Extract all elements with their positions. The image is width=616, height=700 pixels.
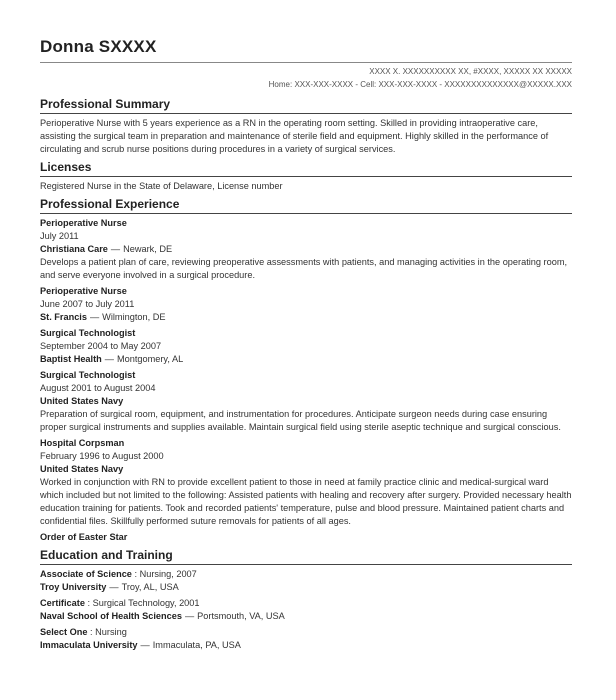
education-degree-line xyxy=(40,626,572,639)
employer-separator: — xyxy=(104,354,114,364)
job-title: Surgical Technologist xyxy=(40,370,136,380)
school-separator: — xyxy=(109,582,119,592)
education-location: Portsmouth, VA, USA xyxy=(197,611,285,621)
job-title: Hospital Corpsman xyxy=(40,438,125,448)
education-degree: Associate of Science xyxy=(40,569,132,579)
job-description: Develops a patient plan of care, reviewing preoperative assessments with patients, and managing activities in the operating room, and serve everyone involved in a surgical procedure. xyxy=(40,257,568,280)
job-dates: August 2001 to August 2004 xyxy=(40,383,156,393)
job-title: Surgical Technologist xyxy=(40,328,136,338)
job-employer: Christiana Care xyxy=(40,244,108,254)
education-school-line xyxy=(40,639,572,652)
education-degree-line xyxy=(40,597,572,610)
summary-section xyxy=(40,97,572,156)
job-location: Newark, DE xyxy=(123,244,173,254)
job-employer-line xyxy=(40,463,572,476)
job-dates: September 2004 to May 2007 xyxy=(40,341,162,351)
header-divider xyxy=(40,62,572,63)
job-employer: United States Navy xyxy=(40,396,124,406)
education-degree: Certificate xyxy=(40,598,85,608)
job-entry xyxy=(40,369,572,434)
job-entry xyxy=(40,285,572,324)
job-employer: St. Francis xyxy=(40,312,87,322)
education-location: Troy, AL, USA xyxy=(121,582,179,592)
school-separator: — xyxy=(184,611,195,621)
job-description: Worked in conjunction with RN to provide excellent patient to those in need at family practice clinic and medical-surgical ward which included but not limited to the following: Assisted patients with healing and recovery after surgery. Provided necessary health education training for patients. Took and recorded patients' temperature, pulse and blood pressure. Maintained patient charts and confidential files. Skillfully performed suture removals for patients of all ages. xyxy=(40,477,572,526)
school-separator: — xyxy=(140,640,150,650)
job-entry xyxy=(40,437,572,528)
licenses-text: Registered Nurse in the State of Delaware, License number xyxy=(40,181,283,191)
job-title: Perioperative Nurse xyxy=(40,286,127,296)
education-school: Troy University xyxy=(40,582,107,592)
education-entry xyxy=(40,568,572,594)
education-school-line xyxy=(40,610,572,623)
job-location: Montgomery, AL xyxy=(116,354,184,364)
job-entry xyxy=(40,327,572,366)
education-field: : Surgical Technology, 2001 xyxy=(84,598,200,608)
licenses-heading: Licenses xyxy=(40,160,572,177)
job-employer-line xyxy=(40,311,572,324)
candidate-name: Donna SXXXX xyxy=(40,37,157,56)
job-title: Order of Easter Star xyxy=(40,532,128,542)
education-heading: Education and Training xyxy=(40,548,572,565)
employer-separator: — xyxy=(89,312,100,322)
job-employer: Baptist Health xyxy=(40,354,102,364)
job-employer-line xyxy=(40,243,572,256)
job-title: Perioperative Nurse xyxy=(40,218,127,228)
experience-section xyxy=(40,197,572,544)
education-field: : Nursing xyxy=(87,627,127,637)
education-location: Immaculata, PA, USA xyxy=(152,640,241,650)
education-section xyxy=(40,548,572,652)
resume-content xyxy=(40,97,572,656)
employer-separator: — xyxy=(110,244,121,254)
education-entry xyxy=(40,626,572,652)
education-degree: Select One xyxy=(40,627,88,637)
job-employer-line xyxy=(40,395,572,408)
education-degree-line xyxy=(40,568,572,581)
education-school-line xyxy=(40,581,572,594)
education-entry xyxy=(40,597,572,623)
summary-text: Perioperative Nurse with 5 years experience as a RN in the operating room setting. Skilled in providing intraoperative care, assisting the surgical team in preparation and maintenance of sterile field and equipment. Highly skilled in the performance of circulating and scrub nurse positions during procedures in a variety of surgical services. xyxy=(40,118,549,154)
job-dates: June 2007 to July 2011 xyxy=(40,299,135,309)
contact-address: XXXX X. XXXXXXXXXX XX, #XXXX, XXXXX XX XXXXX xyxy=(369,67,572,76)
job-employer-line xyxy=(40,353,572,366)
job-dates: July 2011 xyxy=(40,231,79,241)
job-location: Wilmington, DE xyxy=(102,312,166,322)
job-entry xyxy=(40,531,572,544)
job-employer: United States Navy xyxy=(40,464,124,474)
licenses-section xyxy=(40,160,572,193)
job-description: Preparation of surgical room, equipment, and instrumentation for procedures. Anticipate surgeon needs during case ensuring proper surgical instruments and supplies available. Maintain surgical field using sterile aseptic technique and surgical conscious. xyxy=(40,409,561,432)
experience-heading: Professional Experience xyxy=(40,197,572,214)
education-school: Immaculata University xyxy=(40,640,138,650)
job-dates: February 1996 to August 2000 xyxy=(40,451,164,461)
summary-heading: Professional Summary xyxy=(40,97,572,114)
job-entry xyxy=(40,217,572,282)
education-field: : Nursing, 2007 xyxy=(131,569,197,579)
education-school: Naval School of Health Sciences xyxy=(40,611,182,621)
contact-phones-email: Home: XXX-XXX-XXXX - Cell: XXX-XXX-XXXX - XXXXXXXXXXXXXX@XXXXX.XXX xyxy=(268,80,572,89)
